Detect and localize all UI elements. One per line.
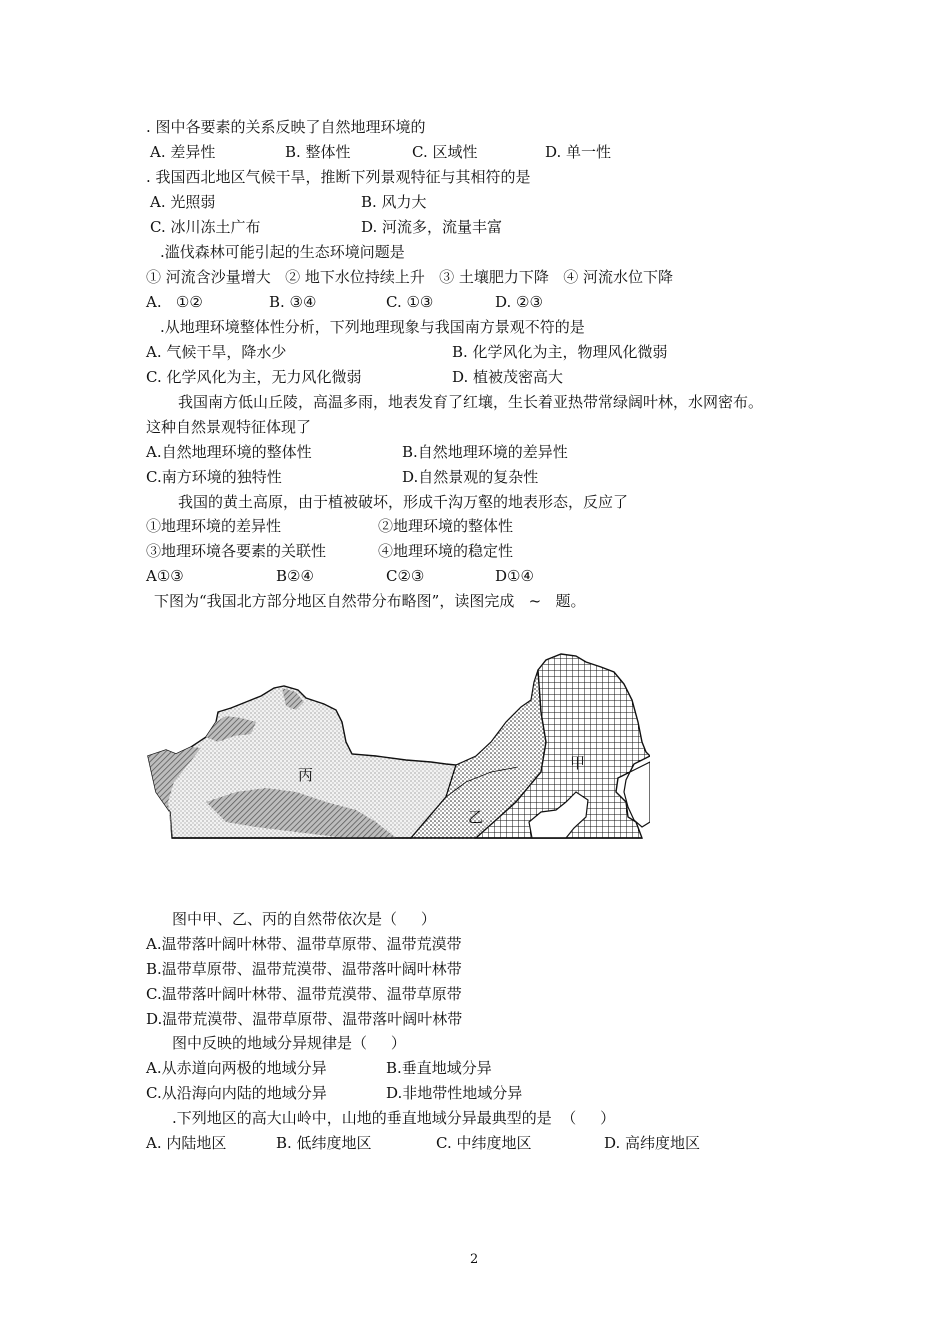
q6-statement-3: ③地理环境各要素的关联性: [146, 542, 327, 560]
q7-option-d: D.温带荒漠带、温带草原带、温带落叶阔叶林带: [146, 1010, 463, 1028]
q9-option-a: A. 内陆地区: [146, 1134, 227, 1152]
q7-option-c: C.温带落叶阔叶林带、温带荒漠带、温带草原带: [146, 985, 462, 1003]
q3-option-c: C. ①③: [386, 293, 434, 311]
q8-option-d: D.非地带性地域分异: [386, 1084, 523, 1102]
q3-option-d: D. ②③: [495, 293, 543, 311]
label-bing: 丙: [298, 766, 314, 784]
q1-option-a: A. 差异性: [150, 143, 216, 161]
q6-statement-4: ④地理环境的稳定性: [378, 542, 514, 560]
q9-option-c: C. 中纬度地区: [436, 1134, 532, 1152]
q7-option-a: A.温带落叶阔叶林带、温带草原带、温带荒漠带: [146, 935, 462, 953]
q3-statements: ① 河流含沙量增大 ② 地下水位持续上升 ③ 土壤肥力下降 ④ 河流水位下降: [146, 268, 673, 286]
label-yi: 乙: [468, 808, 484, 826]
q2-option-d: D. 河流多，流量丰富: [361, 218, 503, 236]
q5-option-c: C.南方环境的独特性: [146, 468, 282, 486]
q4-option-b: B. 化学风化为主，物理风化微弱: [452, 343, 668, 361]
q6-statement-2: ②地理环境的整体性: [378, 517, 514, 535]
q9-option-d: D. 高纬度地区: [604, 1134, 701, 1152]
q3-option-a: A. ①②: [146, 293, 203, 311]
q3-stem: .滥伐森林可能引起的生态环境问题是: [160, 243, 405, 261]
page-number: 2: [470, 1252, 479, 1267]
q6-option-c: C②③: [386, 567, 425, 585]
q5-option-d: D.自然景观的复杂性: [402, 468, 539, 486]
q4-stem: .从地理环境整体性分析，下列地理现象与我国南方景观不符的是: [160, 318, 585, 336]
q8-option-b: B.垂直地域分异: [386, 1059, 492, 1077]
q4-option-d: D. 植被茂密高大: [452, 368, 564, 386]
natural-zone-map: [146, 652, 650, 842]
q2-option-a: A. 光照弱: [150, 193, 216, 211]
q9-option-b: B. 低纬度地区: [276, 1134, 372, 1152]
q4-option-c: C. 化学风化为主，无力风化微弱: [146, 368, 362, 386]
map-intro: 下图为“我国北方部分地区自然带分布略图”，读图完成 ~ 题。: [154, 592, 586, 610]
q5-option-a: A.自然地理环境的整体性: [146, 443, 312, 461]
q9-stem: .下列地区的高大山岭中，山地的垂直地域分异最典型的是 （ ）: [172, 1109, 616, 1127]
q2-stem: . 我国西北地区气候干旱，推断下列景观特征与其相符的是: [146, 168, 531, 186]
q1-option-b: B. 整体性: [285, 143, 351, 161]
q5-option-b: B.自然地理环境的差异性: [402, 443, 568, 461]
q8-option-c: C.从沿海向内陆的地域分异: [146, 1084, 327, 1102]
q6-option-b: B②④: [276, 567, 314, 585]
q8-option-a: A.从赤道向两极的地域分异: [146, 1059, 327, 1077]
label-jia: 甲: [570, 754, 586, 772]
q1-option-c: C. 区域性: [412, 143, 478, 161]
q7-option-b: B.温带草原带、温带荒漠带、温带落叶阔叶林带: [146, 960, 462, 978]
q2-option-c: C. 冰川冻土广布: [150, 218, 261, 236]
q3-option-b: B. ③④: [269, 293, 317, 311]
q6-stem: 我国的黄土高原，由于植被破坏，形成千沟万壑的地表形态，反应了: [178, 493, 629, 511]
q6-option-d: D①④: [495, 567, 534, 585]
q5-stem: 我国南方低山丘陵，高温多雨，地表发育了红壤，生长着亚热带常绿阔叶林，水网密布。: [178, 393, 764, 411]
q4-option-a: A. 气候干旱，降水少: [146, 343, 287, 361]
q6-option-a: A①③: [146, 567, 184, 585]
q5-stem-cont: 这种自然景观特征体现了: [146, 418, 312, 436]
q6-statement-1: ①地理环境的差异性: [146, 517, 282, 535]
q7-stem: 图中甲、乙、丙的自然带依次是（ ）: [172, 910, 436, 928]
q2-option-b: B. 风力大: [361, 193, 427, 211]
q1-option-d: D. 单一性: [545, 143, 612, 161]
q1-stem: . 图中各要素的关系反映了自然地理环境的: [146, 118, 426, 136]
q8-stem: 图中反映的地域分异规律是（ ）: [172, 1034, 406, 1052]
